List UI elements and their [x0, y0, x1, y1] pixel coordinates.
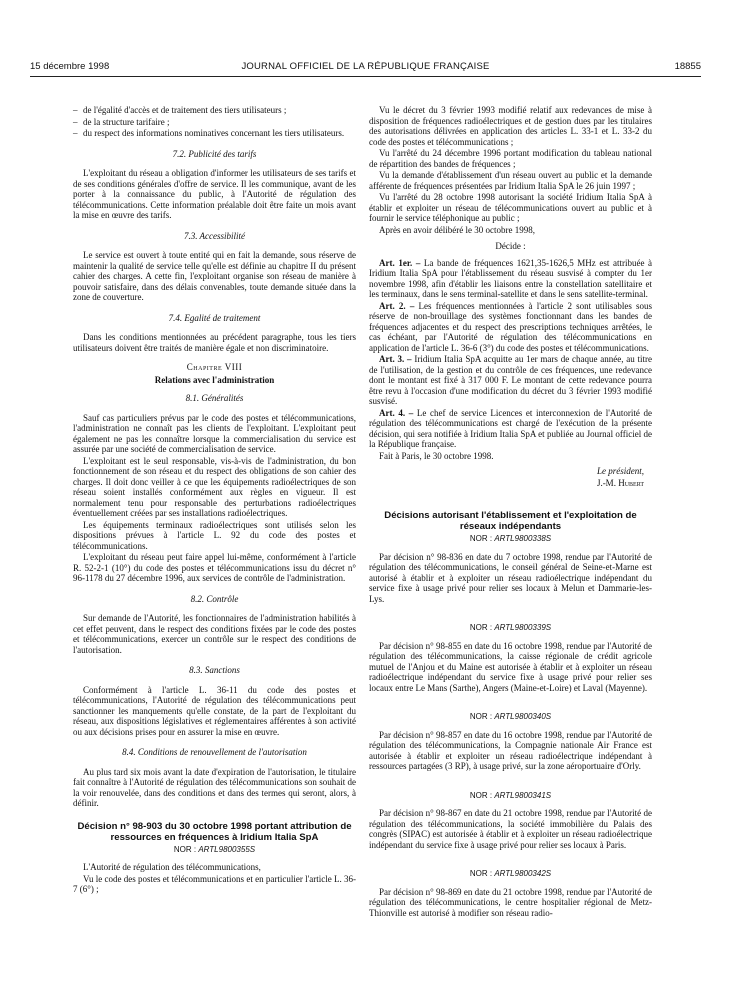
paragraph: Fait à Paris, le 30 octobre 1998. — [379, 450, 494, 461]
decision-title: Décision n° 98-903 du 30 octobre 1998 portant attribution de ressources en fréquences à Iridium Italia SpA — [77, 820, 352, 843]
header-rule — [30, 76, 701, 77]
paragraph: Vu le décret du 3 février 1993 modifié relatif aux redevances de mise à disposition de fréquences radioélectriques et de gestion dues par les titulaires des autorisations délivrées en application des articles L. 33-1 et L. 33-2 du code des postes et télécommunications ; — [369, 105, 652, 147]
paragraph: Conformément à l'article L. 36-11 du code des postes et télécommunications, l'Autorité de régulation des télécommunications peut sanctionner les manquements qu'elle constate, de la part de l'exploitant du réseau, aux dispositions législatives et réglementaires afférentes à son activité ou aux décisions prises pour en assurer la mise en œuvre. — [73, 684, 356, 737]
paragraph: Au plus tard six mois avant la date d'expiration de l'autorisation, le titulaire fait connaître à l'Autorité de régulation des télécommunications son souhait de la voir renouvelée, dans des conditions et dans des termes qui seront, alors, à définir. — [73, 766, 356, 808]
paragraph: Le service est ouvert à toute entité qui en fait la demande, sous réserve de maintenir la qualité de service telle qu'elle est définie au chapitre II du présent cahier des charges. A cette fin, l'exploitant organise son réseau de manière à pouvoir satisfaire, dans des délais convenables, toute demande située dans la zone de couverture. — [73, 250, 356, 302]
decision-paragraph: Par décision n° 98-869 en date du 21 octobre 1998, rendue par l'Autorité de régulation des télécommunications, le centre hospitalier régional de Metz-Thionville est autorisé à modifier son réseau radio- — [369, 886, 652, 918]
decision-paragraph: Par décision n° 98-857 en date du 16 octobre 1998, rendue par l'Autorité de régulation des télécommunications, la Compagnie nationale Air France est autorisée à établir et exploiter un réseau radioélectrique indépendant à ressources partagées (3 RP), à usage privé, sur la zone aéroportuaire d'Orly. — [369, 729, 652, 771]
list-item: – de la structure tarifaire ; — [73, 116, 170, 127]
paragraph: Dans les conditions mentionnées au précédent paragraphe, tous les tiers utilisateurs doivent être traités de manière égale et non discriminatoire. — [73, 332, 356, 353]
paragraph: Vu l'arrêté du 28 octobre 1998 autorisant la société Iridium Italia SpA à établir et exploiter un réseau de télécommunications ouvert au public et à fournir le service téléphonique au public ; — [369, 192, 652, 223]
signature-title: Le président, — [597, 466, 644, 476]
list-item: – de l'égalité d'accès et de traitement des tiers utilisateurs ; — [73, 105, 287, 115]
section-heading-8-2: 8.2. Contrôle — [190, 593, 239, 604]
paragraph: Sauf cas particuliers prévus par le code des postes et télécommunications, l'administration ne connaît pas les clients de l'exploitant. L'exploitant peut également ne pas les connaître lorsque la commercialisation du service est assurée par une société de commercialisation de service. — [73, 412, 356, 454]
nor-reference: NOR : ARTL9800339S — [469, 623, 552, 632]
section-heading-7-2: 7.2. Publicité des tarifs — [172, 148, 257, 159]
article: Art. 3. – Iridium Italia SpA acquitte au 1er mars de chaque année, au titre de l'utilisation, de la gestion et du contrôle de ces fréquences, une redevance dont le montant est fixé à 317 000 F. Le montant de cette redevance pourra être revu à l'occasion d'une modification du décret du 3 février 1993 modifié susvisé. — [369, 354, 652, 406]
header-journal-title: JOURNAL OFFICIEL DE LA RÉPUBLIQUE FRANÇAISE — [241, 61, 490, 72]
nor-reference: NOR : ARTL9800341S — [469, 790, 552, 800]
paragraph: Vu la demande d'établissement d'un réseau ouvert au public et la demande afférente de fréquences présentées par Iridium Italia SpA le 26 juin 1997 ; — [369, 170, 652, 191]
paragraph: L'Autorité de régulation des télécommunications, — [83, 862, 261, 872]
section-heading-7-3: 7.3. Accessibilité — [183, 230, 246, 241]
article: Art. 2. – Les fréquences mentionnées à l'article 2 sont utilisables sous réserve de non-brouillage des systèmes fonctionnant dans les bandes de fréquences adjacentes et du respect des prescriptions techniques arrêtées, le cas échéant, par l'Autorité de régulation des télécommunications en application de l'article L. 36-6 (3°) du code des postes et télécommunications. — [369, 300, 653, 353]
section-heading-8-1: 8.1. Généralités — [185, 393, 244, 403]
section-heading-7-4: 7.4. Egalité de traitement — [168, 312, 261, 323]
nor-reference: NOR : ARTL9800338S — [469, 534, 552, 543]
paragraph: Sur demande de l'Autorité, les fonctionnaires de l'administration habilités à cet effet peuvent, dans le respect des conditions fixées par le code des postes et télécommunications, exercer un contrôle sur le respect des conditions de l'autorisation. — [73, 613, 356, 655]
page-header — [30, 61, 701, 75]
paragraph: L'exploitant du réseau a obligation d'informer les utilisateurs de ses tarifs et de ses conditions générales d'offre de service. Il les communique, avant de les porter à la connaissance du public, à l'Autorité de régulation des télécommunications. Cette information préalable doit être faite un mois avant la mise en œuvre des tarifs. — [73, 168, 356, 220]
nor-reference: NOR : ARTL9800342S — [469, 869, 552, 878]
decision-paragraph: Par décision n° 98-867 en date du 21 octobre 1998, rendue par l'Autorité de régulation des télécommunications, la société immobilière du Palais des congrès (SIPAC) est autorisée à établir et à exploiter un réseau radioélectrique indépendant du service fixe à usage privé pour relier ses locaux à Paris. — [369, 808, 652, 850]
paragraph: Les équipements terminaux radioélectriques sont utilisés selon les dispositions prévues à l'article L. 92 du code des postes et télécommunications. — [73, 519, 356, 551]
header-date: 15 décembre 1998 — [30, 61, 110, 72]
paragraph: Après en avoir délibéré le 30 octobre 1998, — [379, 224, 535, 235]
section-heading-8-3: 8.3. Sanctions — [189, 665, 240, 675]
signature-name: J.-M. Hubert — [596, 477, 644, 488]
list-item: – du respect des informations nominatives concernant les tiers utilisateurs. — [73, 128, 345, 138]
paragraph: L'exploitant est le seul responsable, vis-à-vis de l'administration, du bon fonctionnement de son réseau et du respect des obligations de son cahier des charges. Il doit donc veiller à ce que les équipements radioélectriques de son réseau soient installés conformément aux règles en vigueur. Il est normalement tenu pour responsable des perturbations radioélectriques éventuellement créées par ses installations radioélectriques. — [73, 455, 356, 518]
article: Art. 1er. – La bande de fréquences 1621,35-1626,5 MHz est attribuée à Iridium Italia SpA pour l'établissement du réseau susvisé à compter du 1er novembre 1998, afin d'établir les liaisons entre la constellation satellitaire et les terminaux, dans le sens terminal-satellite et dans le sens satellite-terminal. — [369, 257, 653, 299]
section-title: Décisions autorisant l'établissement et l'exploitation de réseaux indépendants — [384, 510, 637, 532]
paragraph: L'exploitant du réseau peut faire appel lui-même, conformément à l'article R. 52-2-1 (10°) du code des postes et télécommunications issu du décret n° 96-1178 du 27 décembre 1996, aux services de contrôle de l'administration. — [73, 552, 356, 583]
nor-reference: NOR : ARTL9800355S — [173, 844, 256, 854]
header-page-number: 18855 — [674, 61, 701, 72]
decide-label: Décide : — [495, 241, 526, 251]
article: Art. 4. – Le chef de service Licences et interconnexion de l'Autorité de régulation des télécommunications est chargé de l'exécution de la présente décision, qui sera notifiée à Iridium Italia SpA et publiée au Journal officiel de la République française. — [369, 407, 652, 449]
paragraph: Vu l'arrêté du 24 décembre 1996 portant modification du tableau national de répartition des bandes de fréquences ; — [369, 148, 652, 169]
decision-paragraph: Par décision n° 98-855 en date du 16 octobre 1998, rendue par l'Autorité de régulation des télécommunications, la caisse régionale de crédit agricole mutuel de l'Anjou et du Maine est autorisée à établir et à exploiter un réseau radioélectrique indépendant du service fixe à usage privé pour relier ses locaux entre Le Mans (Sarthe), Angers (Maine-et-Loire) et Laval (Mayenne). — [369, 640, 652, 693]
left-column — [73, 105, 356, 896]
chapter-number: Chapitre VIII — [186, 362, 243, 372]
decision-paragraph: Par décision n° 98-836 en date du 7 octobre 1998, rendue par l'Autorité de régulation des télécommunications, le conseil général de Seine-et-Marne est autorisé à établir et à exploiter un réseau radioélectrique indépendant du service fixe à usage privé pour relier ses locaux à Melun et Dammarie-les-Lys. — [369, 551, 652, 604]
right-column — [369, 105, 652, 919]
chapter-title: Relations avec l'administration — [154, 374, 275, 385]
nor-reference: NOR : ARTL9800340S — [469, 712, 552, 721]
section-heading-8-4: 8.4. Conditions de renouvellement de l'autorisation — [122, 747, 307, 757]
paragraph: Vu le code des postes et télécommunications et en particulier l'article L. 36-7 (6°) ; — [73, 873, 356, 894]
